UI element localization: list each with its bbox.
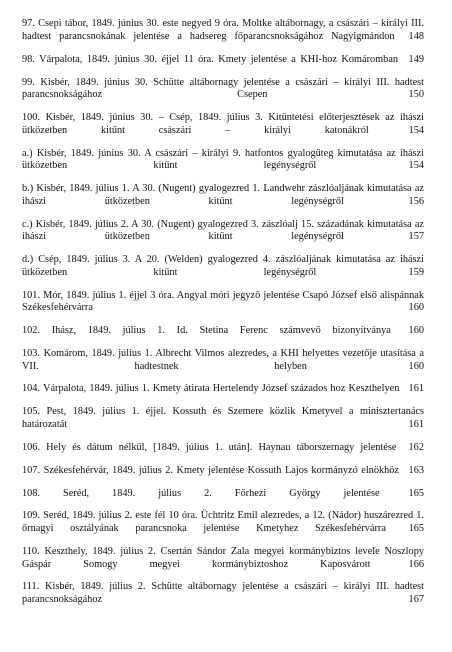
entry-text: Kisbér, 1849. június 30. – Csép, 1849. július 3. Kitüntetési előterjesztések az ihászi ütközetben kitűnt császári – királyi katonákról	[22, 112, 424, 136]
toc-entry	[22, 148, 424, 173]
entry-text: Kisbér, 1849. július 2. A 30. (Nugent) gyalogezred 3. zászlóalj 15. századának kimutatása az ihászi ütközetben kitűnt legénységről	[22, 218, 424, 243]
entry-text: Hely és dátum nélkül, [1849. július 1. után]. Haynau táborszernagy jelentése	[46, 441, 397, 453]
entry-number: 105.	[22, 406, 41, 418]
entry-number: 107.	[22, 464, 41, 476]
entry-page-number: 159	[408, 266, 424, 278]
entry-text: Seréd, 1849. július 2. este fél 10 óra. Üchtritz Emil alezredes, a 12. (Nádor) huszárezred 1. őrnagyi osztályának parancsnoka jelentése Kmetyhez Székesfehérvárra	[22, 510, 424, 535]
toc-entry	[22, 510, 424, 535]
entry-page-number: 161	[408, 418, 424, 430]
toc-entry	[22, 54, 424, 67]
entry-text: Székesfehérvár, 1849. július 2. Kmety jelentése Kossuth Lajos kormányzó elnökhöz	[43, 464, 399, 476]
entry-text: Kisbér, 1849. június 30. Schütte altábornagy jelentése a császári – királyi III. hadtest parancsnokságához Csepen	[22, 76, 425, 101]
toc-entry	[22, 488, 424, 501]
entry-number: 99.	[22, 76, 35, 88]
entry-text: Kisbér, 1849. július 1. A 30. (Nugent) gyalogezred 1. Landwehr zászlóaljának kimutatása az ihászi ütközetben kitűnt legénységről	[22, 183, 424, 207]
toc-entry	[22, 406, 424, 431]
toc-entry	[22, 18, 424, 43]
entry-text: Várpalota, 1849. június 30. éjjel 11 óra. Kmety jelentése a KHI-hoz Komáromban	[39, 53, 399, 65]
entry-text: Kisbér, 1849. június 30. A császári – királyi 9. hatfontos gyalogüteg kimutatása az ihászi ütközetben kitűnt legénységről	[22, 147, 424, 172]
entry-number: 104.	[22, 383, 41, 395]
entry-number: d.)	[22, 254, 34, 266]
entry-number: 110.	[22, 545, 40, 557]
entry-page-number: 150	[408, 89, 424, 101]
toc-entry	[22, 254, 424, 279]
entry-text: Pest, 1849. július 1. éjjel. Kossuth és Szemere közlik Kmetyvel a minisztertanács határozatát	[22, 406, 424, 430]
toc-entry	[22, 348, 424, 373]
entry-number: 108.	[22, 487, 41, 499]
toc-entry	[22, 581, 424, 606]
entry-page-number: 148	[408, 30, 424, 42]
entry-text: Várpalota, 1849. július 1. Kmety átirata Hertelendy József százados hoz Keszthelyen	[43, 383, 400, 395]
entry-number: 101.	[22, 289, 41, 301]
entry-text: Ihász, 1849. július 1. Id. Stetina Ferenc számvevő bizonyítványa	[51, 325, 391, 337]
toc-entry	[22, 290, 424, 315]
toc-entry	[22, 112, 424, 137]
entry-number: 103.	[22, 347, 41, 359]
toc-entry	[22, 383, 424, 396]
entry-number: 106.	[22, 441, 41, 453]
entry-text: Keszthely, 1849. július 2. Csertán Sándor Zala megyei kormánybiztos levele Noszlopy Gáspár Somogy megyei kormánybiztoshoz Kaposvárott	[22, 545, 424, 570]
entry-number: c.)	[22, 218, 33, 230]
entry-page-number: 165	[408, 487, 424, 499]
entry-page-number: 154	[408, 124, 425, 136]
entry-page-number: 161	[408, 383, 424, 395]
entry-page-number: 165	[408, 523, 425, 535]
entry-page-number: 162	[408, 441, 424, 453]
entry-number: 98.	[22, 53, 35, 65]
toc-entry	[22, 546, 424, 571]
entry-page-number: 166	[408, 558, 424, 570]
entry-number: 97.	[22, 18, 35, 30]
toc-entry	[22, 442, 424, 455]
entry-number: 102.	[22, 325, 41, 337]
entry-number: a.)	[22, 147, 33, 159]
entry-page-number: 160	[408, 325, 424, 337]
toc-entry	[22, 465, 424, 478]
entry-page-number: 154	[408, 160, 424, 172]
entry-text: Komárom, 1849. július 1. Albrecht Vilmos alezredes, a KHI helyettes vezetője utasítása a VII. hadtestnek helyben	[22, 347, 424, 372]
entry-number: 109.	[22, 510, 41, 522]
toc-entry	[22, 77, 424, 102]
entry-page-number: 167	[408, 594, 424, 606]
entry-text: Seréd, 1849. július 2. Főrhezi György jelentése	[63, 487, 380, 499]
entry-text: Csepi tábor, 1849. június 30. este negyed 9 óra. Moltke altábornagy, a császári – királyi III. hadtest parancsnokának jelentése a hadsereg főparancsnokságához Nagyigmándon	[22, 18, 424, 42]
entry-text: Csép, 1849. július 3. A 20. (Welden) gyalogezred 4. zászlóaljának kimutatása az ihászi ütközetben kitűnt legénységről	[22, 254, 424, 278]
entry-page-number: 157	[408, 231, 424, 243]
entry-text: Kisbér, 1849. július 2. Schütte altábornagy jelentése a császári – királyi III. hadtest parancsnokságához	[22, 581, 425, 606]
entry-number: 111.	[22, 581, 40, 593]
entry-page-number: 156	[408, 195, 424, 207]
entry-page-number: 163	[408, 464, 424, 476]
entry-number: b.)	[22, 183, 34, 195]
toc-entry	[22, 325, 424, 338]
entry-page-number: 149	[408, 53, 424, 65]
entry-page-number: 160	[408, 360, 424, 372]
entry-page-number: 160	[408, 302, 424, 314]
toc-entry	[22, 183, 424, 208]
toc-entry	[22, 219, 424, 244]
entry-number: 100.	[22, 112, 41, 124]
entry-text: Mór, 1849. július 1. éjjel 3 óra. Angyal móri jegyző jelentése Csapó József első alispánnak Székesfehérvárra	[22, 289, 425, 314]
